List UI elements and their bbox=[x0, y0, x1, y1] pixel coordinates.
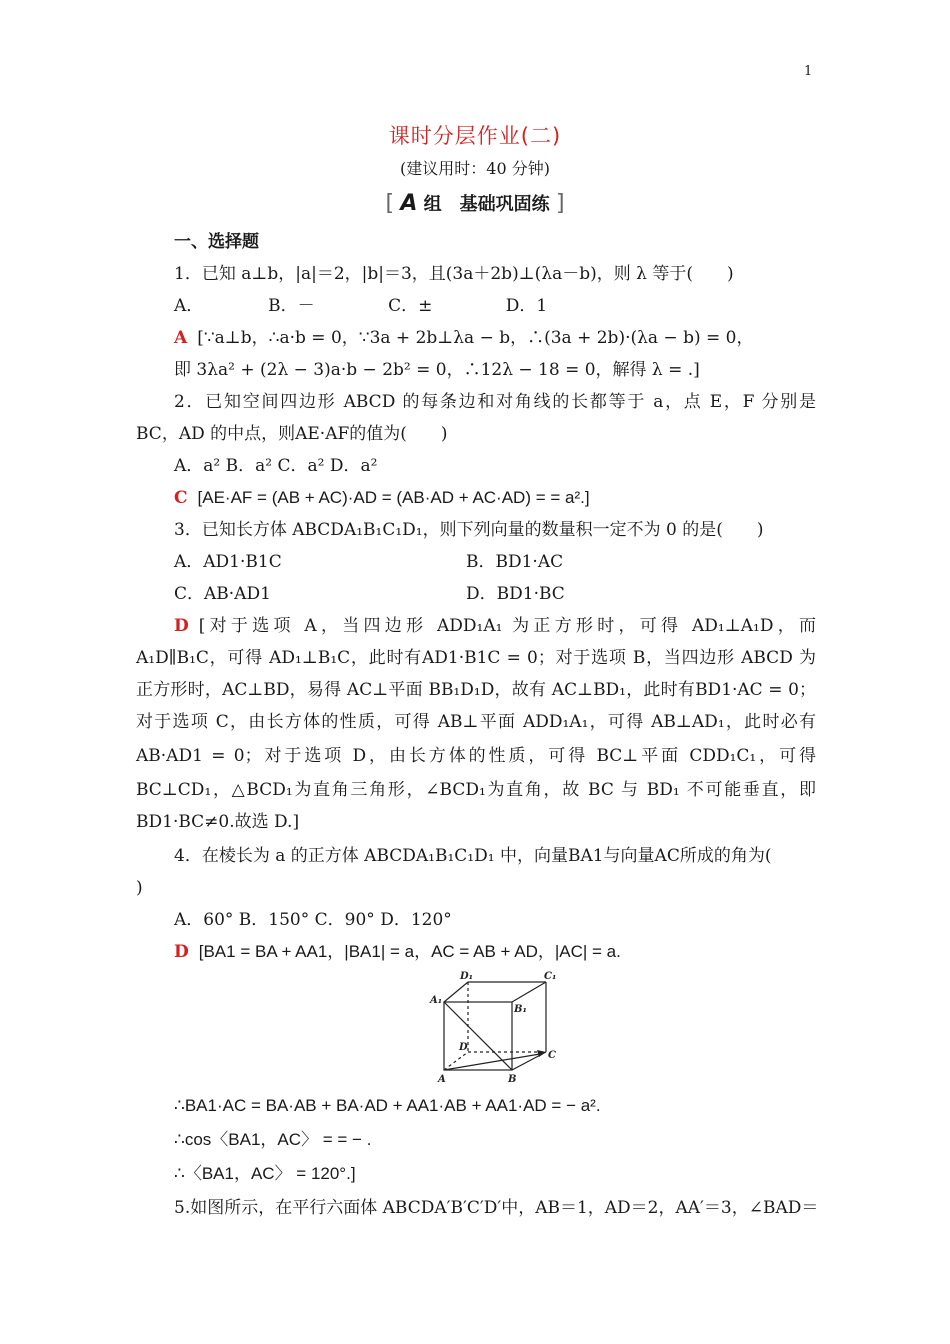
label-c: C bbox=[548, 1050, 556, 1061]
q1-stem: 1．已知 a⊥b，|a|＝2，|b|＝3，且(3a＋2b)⊥(λa－b)，则 λ 等于( ) bbox=[174, 264, 734, 284]
q2-solution bbox=[174, 486, 816, 510]
q3-solution-text: [对于选项 A，当四边形 ADD₁A₁ 为正方形时，可得 AD₁⊥A₁D，而 bbox=[198, 616, 816, 636]
q4-options: A．60° B．150° C．90° D．120° bbox=[174, 910, 452, 930]
q2-stem-1: 2．已知空间四边形 ABCD 的每条边和对角线的长都等于 a，点 E，F 分别是 bbox=[174, 392, 816, 412]
q3-solution-3: 正方形时，AC⊥BD，易得 AC⊥平面 BB₁D₁D，故有 AC⊥BD₁，此时有BD1·AC = 0； bbox=[136, 680, 816, 700]
bracket-left: [ bbox=[385, 191, 395, 216]
label-a: A bbox=[438, 1074, 446, 1085]
label-d: D bbox=[459, 1042, 468, 1053]
vector-ac bbox=[444, 1054, 540, 1070]
q2-solution-text: [AE·AF = (AB + AC)·AD = (AB·AD + AC·AD) = = a².] bbox=[197, 488, 590, 507]
label-c1: C₁ bbox=[544, 971, 557, 982]
q3-solution-5: AB·AD1 = 0；对于选项 D，由长方体的性质，可得 BC⊥平面 CDD₁C₁，可得 bbox=[136, 746, 816, 766]
q2-answer: C bbox=[174, 488, 188, 508]
q4-stem-1: 4．在棱长为 a 的正方体 ABCDA₁B₁C₁D₁ 中，向量BA1与向量AC所成的角为( bbox=[174, 846, 772, 866]
q1-answer: A bbox=[174, 328, 188, 348]
q4-stem-2: ) bbox=[136, 878, 143, 898]
edge-a-d bbox=[444, 1052, 468, 1070]
q1-solution-text: [∵a⊥b，∴a·b = 0，∵3a + 2b⊥λa − b，∴(3a + 2b)·(λa − b) = 0， bbox=[197, 328, 754, 348]
label-b1: B₁ bbox=[514, 1004, 527, 1015]
q3-solution-1 bbox=[174, 614, 816, 638]
label-b: B bbox=[508, 1074, 517, 1085]
page-subtitle: (建议用时：40 分钟) bbox=[400, 159, 550, 178]
section-heading: 一、选择题 bbox=[174, 232, 259, 252]
q1-options: A． B．－ C．± D．1 bbox=[174, 296, 548, 316]
edge-b1-c1 bbox=[512, 982, 546, 1002]
q3-option-b: B．BD1·AC bbox=[466, 552, 564, 572]
q3-solution-6: BC⊥CD₁，△BCD₁为直角三角形，∠BCD₁为直角，故 BC 与 BD₁ 不可能垂直，即 bbox=[136, 780, 816, 800]
q4-solution-1 bbox=[174, 940, 816, 964]
group-banner bbox=[0, 190, 950, 216]
q3-stem: 3．已知长方体 ABCDA₁B₁C₁D₁，则下列向量的数量积一定不为 0 的是( ) bbox=[174, 520, 764, 540]
group-letter: A bbox=[400, 191, 418, 216]
group-name: 组 基础巩固练 bbox=[423, 194, 550, 215]
q2-stem-2: BC，AD 的中点，则AE·AF的值为( ) bbox=[136, 424, 448, 444]
q3-solution-7: BD1·BC≠0.故选 D.] bbox=[136, 812, 300, 832]
q1-solution-2: 即 3λa² + (2λ − 3)a·b − 2b² = 0，∴12λ − 18 = 0，解得 λ = .] bbox=[174, 360, 700, 380]
label-d1: D₁ bbox=[460, 971, 474, 982]
q3-option-c: C．AB·AD1 bbox=[174, 584, 271, 604]
bracket-right: ] bbox=[555, 191, 565, 216]
q3-solution-2: A₁D∥B₁C，可得 AD₁⊥B₁C，此时有AD1·B1C = 0；对于选项 B，当四边形 ABCD 为 bbox=[136, 648, 816, 668]
q3-answer: D bbox=[174, 616, 189, 636]
q4-solution-4: ∴〈BA1，AC〉 = 120°.] bbox=[174, 1164, 356, 1183]
q1-solution-1 bbox=[174, 326, 816, 350]
q4-solution-2: ∴BA1·AC = BA·AB + BA·AD + AA1·AB + AA1·AD = − a². bbox=[174, 1096, 601, 1115]
q3-option-a: A．AD1·B1C bbox=[174, 552, 282, 572]
label-a1: A₁ bbox=[430, 995, 443, 1006]
page-title: 课时分层作业(二) bbox=[388, 124, 562, 148]
q4-answer: D bbox=[174, 942, 189, 962]
q4-solution-text: [BA1 = BA + AA1，|BA1| = a，AC = AB + AD，|AC| = a. bbox=[198, 942, 621, 961]
q2-options: A．a² B．a² C．a² D．a² bbox=[174, 456, 378, 476]
page-number: 1 bbox=[804, 64, 813, 79]
q3-solution-4: 对于选项 C，由长方体的性质，可得 AB⊥平面 ADD₁A₁，可得 AB⊥AD₁，此时必有 bbox=[136, 712, 816, 732]
cube-figure bbox=[426, 970, 566, 1088]
edge-a1-d1 bbox=[444, 982, 468, 1002]
q5-stem: 5.如图所示，在平行六面体 ABCDA′B′C′D′中，AB＝1，AD＝2，AA′＝3，∠BAD＝ bbox=[174, 1198, 819, 1218]
q4-solution-3: ∴cos〈BA1，AC〉 = = − . bbox=[174, 1130, 372, 1149]
q3-option-d: D．BD1·BC bbox=[466, 584, 565, 604]
